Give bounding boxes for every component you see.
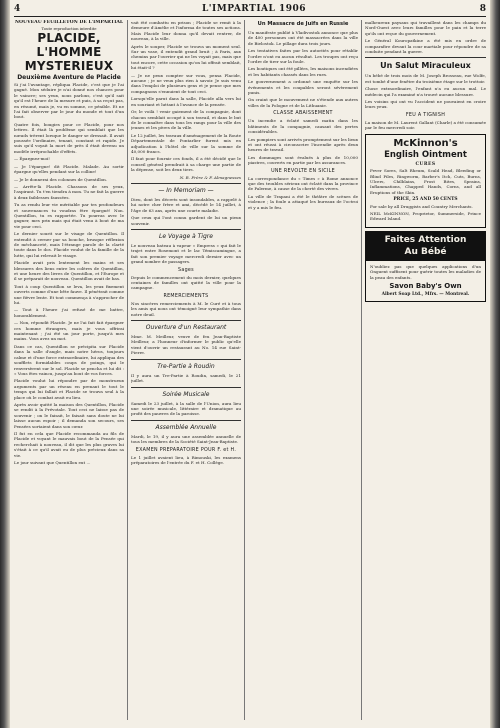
ad-footer: For sale by all Druggists and Country Merchants. bbox=[370, 203, 473, 209]
masthead bbox=[14, 4, 486, 14]
advertisement-bebe bbox=[365, 231, 486, 261]
story-body bbox=[14, 82, 124, 465]
feuilleton-heading: NOUVEAU FEUILLETON DE L'IMPARTIAL bbox=[14, 20, 124, 25]
paragraph: Dieu, dont les décrets sont insondables, a rappelé à lui notre cher frère et ami, décédé le 14 juillet, à l'âge de 63 ans, après une courte maladie. bbox=[131, 196, 241, 213]
header-rule bbox=[14, 16, 486, 17]
section-heading-soiree: Soirée Musicale bbox=[131, 387, 241, 399]
page-edge-left bbox=[0, 0, 10, 728]
paragraph: Lorsqu'elle parut dans la salle, Placide alla vers lui en souriant et luttant à l'avance de la pensée. bbox=[131, 96, 241, 107]
paragraph: Les boutiques ont été pillées, les maisons incendiées et les habitants chassés dans les rues. bbox=[248, 66, 358, 77]
paragraph: Les voisins qui ont vu l'accident ne pouvaient en croire leurs yeux. bbox=[365, 99, 486, 110]
section-heading-assemblee: Assemblée Annuelle bbox=[131, 420, 241, 432]
paragraph: Il y aura un Tre-Partie à Roudin, samedi, le 21 juillet. bbox=[131, 372, 241, 384]
paragraph: Un bébé de trois mois de M. Joseph Brosseau, rue Wolfe, est tombé d'une fenêtre du troisième étage sur le trottoir. bbox=[365, 73, 486, 84]
story-title-line-1: PLACIDE, L'HOMME bbox=[36, 31, 102, 59]
section-heading-revolte: UNE REVOLTE EN SICILE bbox=[271, 168, 335, 174]
paragraph: Il fut en cela que Placide recommanda au fils de Placide et voyant le mauvais bout de la Pensée qui recherchait à nouveau, il dit que les plus graves lui s'était à ce qu'il avait eu de plus précieux dans sa vie. bbox=[14, 430, 124, 458]
newspaper-title: L'IMPARTIAL 1906 bbox=[201, 4, 307, 14]
section-heading-sages: Sages bbox=[178, 267, 194, 273]
paragraph: Le Général Kouropatkine a été mis en ordre de comparaître devant la cour martiale pour répondre de sa conduite pendant la guerre. bbox=[365, 38, 486, 55]
paragraph: — Tout à l'heure j'ai refusé de me battre, honorablement. bbox=[14, 307, 124, 318]
ad-brand-line-1: McKinnon's bbox=[393, 137, 458, 149]
advertisement-bebe-body bbox=[365, 261, 486, 303]
paragraph: — Je ne peux compter sur vous, pensa Placide, aucune ; je ne veux plus rien à savoir. Je suis venu dans l'emploi de plusieurs gens et je pense que mes compagnons s'ennuient de tout ceci. bbox=[131, 72, 241, 94]
header-date: 8 bbox=[479, 4, 486, 14]
paragraph: Après avoir quitté la maison des Quentillon, Placide se rendit à la Prévotale. Tout ceci ne laisse pas de souvenir ; on le faisait, le faisait sans doute ne lui laisse aucun espoir ; il demanda son secours, ses Pensées sortaient dans son cœur. bbox=[14, 401, 124, 429]
paragraph: Placide voulut lui répondre par de monstrueux arguments par un réseau en prenant le tout le temps qui lui fallait et Placide se trouva seul à la place où le combat avait eu lieu. bbox=[14, 378, 124, 400]
paragraph: Que ceux qui l'ont connu gardent de lui un pieux souvenir. bbox=[131, 215, 241, 226]
paragraph: — Je l'épargne! dit Placide. Malade. Au sortir épargne qu'elles pendant sur la colline! bbox=[14, 163, 124, 175]
paragraph: Quatre fois, bougies pour ce Placide, pour nos lettres. Il était là problème qui semblait que les nœuds trèrent lorsque le danger se dressait. Il avait poussée l'ordinaire, tenant, constant et rapide. Je suis qu'il voyait la mort de près il était devenu un modèle irréprochable d'effets. bbox=[14, 121, 124, 154]
paragraph: Or, le voilà ! venir gaiement de la compagnie, dont chacun semblait occupé à son travail, et dans le but de le connaître dans tous les rangs pour la ville des jeunes et les pères de la ville. bbox=[131, 109, 241, 131]
ad-price: PRICE, 25 AND 50 CENTS bbox=[393, 197, 458, 203]
advertisement-mckinnon bbox=[365, 134, 486, 228]
story-title-line-2: MYSTERIEUX bbox=[24, 59, 114, 73]
page-number: 4 bbox=[14, 4, 21, 14]
paragraph: Tout à coup Quentillon se leva, les yeux fixement ouverts comme d'une bête fauve. Il pénétrait comme une fièvre lente. Et tout commença à s'approcher de lui. bbox=[14, 283, 124, 306]
paragraph: Les pompiers sont arrivés promptement sur les lieux et ont réussi à circonscrire l'incendie après deux heures de travail. bbox=[248, 136, 358, 153]
paragraph: La ville de Trapani a été le théâtre de scènes de violence ; la foule a attaqué les bureaux de l'octroi et y a mis le feu. bbox=[248, 193, 358, 210]
paragraph: Nos sincères remerciements à M. le Curé et à tous les amis qui nous ont témoigné leur sympathie dans notre deuil. bbox=[131, 300, 241, 317]
paragraph: Mme. M. Meilleur, veuve de feu Jean-Baptiste Meilleur, a l'honneur d'informer le public qu'elle vient d'ouvrir un restaurant au No. 14 rue Saint-Pierre. bbox=[131, 334, 241, 356]
ad-text: N'oubliez pas que quelques applications d'un Onguent suffisent pour guérir toutes les maladies de la peau des enfants. bbox=[370, 263, 481, 280]
column-rule bbox=[244, 20, 245, 720]
paragraph: Le 12 juillet, les travaux d'aménagement de la Route Départementale de Pontarlier furent mis en adjudication à l'hôtel de ville sur la somme de 40,000 francs. bbox=[131, 132, 241, 154]
column-rule bbox=[361, 20, 362, 720]
paragraph: Dans ce cas, Quentillon se précipita sur Placide dans la salle d'angle, mais notre héros, toujours calme et d'une force extraordinaire, lui appliqua des soufflets formidables coups de poings, qui le renversèrent sur le sol. Placide se pencha et lui dit : « Vous êtes vaincu, jusqu'au bout de vos forces. bbox=[14, 343, 124, 376]
paragraph: La maison de M. Laurent Gallant (Charle) a été consumée par le feu mercredi soir. bbox=[365, 119, 486, 131]
paragraph: — Non, répondit Placide. Je ne l'ai fait fait épargner ces homme étrangers, mais je vous offrirai maintenant ; j'ai été un jour porte, jusqu'à mes mains. Vous avez un mot. bbox=[14, 320, 124, 342]
story-subtitle: Deuxième Aventure de Placide bbox=[17, 74, 121, 81]
paragraph: — Je le donnerai des colonnes de Quentillon. bbox=[14, 176, 108, 182]
page-edge-right bbox=[490, 0, 500, 728]
column-3 bbox=[248, 20, 358, 720]
section-heading-examen: EXAMEN PREPARATOIRE POUR F. et H. bbox=[135, 447, 237, 453]
paragraph: La correspondance du « Times » à Rome annonce que des troubles sérieux ont éclaté dans la province de Palerme, à cause de la cherté des vivres. bbox=[248, 175, 358, 192]
paragraph: Les dommages sont évalués à plus de 10,000 piastres, couverts en partie par les assurances. bbox=[248, 154, 358, 166]
signature: N. R. Frère & F. Almagnesses bbox=[179, 174, 241, 180]
ad-title-line-1: Faites Attention bbox=[384, 234, 467, 245]
paragraph: Si j'ai l'avantage, répliqua Placide, c'est que je l'ai gagné. Mon séduire je n'ai donné nos chances pour le vaincre; ses yeux, nous parlons, c'est qu'il sait qu'il est l'heure de la mesure et puis, à sa reçut pas, en résumé, mais je, vu en somme, ce pénible. Et ne l'ai fait observer par le jour du monde et tout d'un bout. bbox=[14, 82, 124, 120]
section-heading-tre-partie: Tre-Partie à Roudin bbox=[131, 359, 241, 371]
column-2 bbox=[131, 20, 241, 720]
paragraph: Les tentatives faites par les autorités pour rétablir l'ordre n'ont eu aucun résultat. Les troupes ont reçu l'ordre de tirer sur la foule. bbox=[248, 48, 358, 65]
ad-subheading: CURES bbox=[415, 161, 436, 167]
section-heading-memoriam: — In Memoriam — bbox=[131, 183, 241, 195]
section-heading-remerciements: REMERCIEMENTS bbox=[163, 293, 209, 299]
paragraph: Le gouvernement a ordonné une enquête sur les événements et les coupables seront sévèrement punis. bbox=[248, 79, 358, 96]
paragraph: — Épargnez-moi! bbox=[14, 156, 50, 162]
section-heading-massacre: Un Massacre de Juifs en Russie bbox=[257, 21, 349, 27]
paragraph: Samedi le 23 juillet, à la salle de l'Union, aura lieu une soirée musicale, littéraire et dramatique au profit des pauvres de la paroisse. bbox=[131, 400, 241, 417]
paragraph: Depuis le commencement du mois dernier, quelques centaines de familles ont quitté la ville pour la campagne. bbox=[131, 274, 241, 291]
section-heading-ouverture: Ouverture d'un Restaurant bbox=[131, 320, 241, 332]
column-rule bbox=[127, 20, 128, 720]
feuilleton-note: Toute reproduction interdite bbox=[41, 25, 97, 31]
section-heading-classe: CLASSE ABAISSEMENT bbox=[273, 111, 333, 117]
paragraph: Il faut pour fournir ces fonds, il a été décidé que le conseil général prendrait à sa charge une partie de la dépense, soit les deux tiers. bbox=[131, 156, 241, 173]
paragraph: Le dernier sourit sur le visage de Quentillon. Il entendit à cerner par sa bouche, brusque réflexion de méchanceté, mais l'étrange parole de la clarté toute dans le dos. Placide voulut de la famille de la lutte, qui lui relevait le visage. bbox=[14, 231, 124, 258]
paragraph: Après le souper, Placide se trouva un moment seul. Sur un vase, il entendit grand bruit ; à Paris, aux chemins par l'ouvrier qui ne les voyait pas, mais que tout encore, cette occasion qu'on lui offrait semblait, lui était-il ? bbox=[131, 43, 241, 71]
section-heading-salut: Un Salut Miraculeux bbox=[365, 57, 486, 71]
ad-text: Fever Sores, Salt Rheum, Scald Head, Bleeding or Blind Piles, Ringworm, Barber's Itch, Cuts, Burns, Ulcers, Chilblains, Frost Bites, Sprains, Inflammations, Chapped Hands, Corns, and all Eruptions of the Skin. bbox=[370, 168, 481, 195]
paragraph: Le jour suivant que Quentillon eut ... bbox=[14, 460, 91, 465]
paragraph: Chose extraordinaire, l'enfant n'a eu aucun mal. Le médecin qui l'a examiné n'a trouvé aucune blessure. bbox=[365, 86, 486, 97]
column-1 bbox=[14, 20, 124, 720]
paragraph: Mardi, le 19, il y aura une assemblée annuelle de tous les membres de la Société Saint-Jean-Baptiste. bbox=[131, 433, 241, 445]
paragraph: malheureux paysans qui travaillent dans les champs du Nord-Ouest avec leurs familles pour le pain et la terre qu'ils ont reçue du gouvernement. bbox=[365, 20, 486, 36]
section-heading-feu: FEU A TIGNISH bbox=[405, 112, 446, 118]
paragraph: Tu as rendu leur vie méritable par tes profondeurs et souvenances tu voudras être épargné! Non. Quentillon, tu es rapportée. Tu pourras avec le gagner, mes prix mais qui était venu à bout de ma vie pour ceci. bbox=[14, 202, 124, 229]
paragraph: Un incendie a éclaté samedi matin dans les bâtiments de la compagnie, causant des pertes considérables. bbox=[248, 118, 358, 135]
paragraph: Le nouveau bateau à vapeur « Empress » qui fait le trajet entre Rosemont et le lac Témiscamingue, a fait son premier voyage mercredi dernier avec un grand nombre de passagers. bbox=[131, 243, 241, 265]
ad-footer: Albert Soap Ltd., Mfrs. — Montreal. bbox=[381, 291, 470, 297]
paragraph: Un manifeste publié à Vladivostok annonce que plus de 400 personnes ont été massacrées dans la ville de Bielostok. Le pillage dura trois jours. bbox=[248, 30, 358, 46]
paragraph: Le 1 juillet avaient lieu, à Rimouski, les examens préparatoires de l'entrée du F. et H. Collège. bbox=[131, 454, 241, 465]
ad-footer: NEIL McKINNON, Proprietor, Summerside, Prince Edward Island. bbox=[370, 210, 481, 222]
section-heading-voyage: Le Voyage à Tigre bbox=[131, 229, 241, 241]
ad-product-name: Savon Baby's Own bbox=[389, 281, 462, 290]
paragraph: — Arrête-là Placide. Chassons de ses yeux, l'aspirant. Tu t'en tiendra à mon. Tu ne fait la guerre à deux faiblesses faussées. bbox=[14, 183, 124, 200]
paragraph: Placide avait pris lentement les mains et ses blessures des liens entre les colères de Quentillon, et une heure des livres de Quentillon, et l'Europe et il se préparait de nouveau. Quentillon avait de bas. bbox=[14, 260, 124, 282]
ad-title-line-2: Au Bébé bbox=[404, 246, 447, 257]
ad-brand-line-2: English Ointment bbox=[384, 149, 467, 160]
paragraph: On craint que le mouvement ne s'étende aux autres villes de la Pologne et de la Lithuanie. bbox=[248, 97, 358, 108]
paragraph: vait été combattu en prison ; Placide se remit à la demeure d'Amélie et l'informa de toutes ses actions. Mais Placide leur donna qu'il devait rentrer, de nouveau, à la ville. bbox=[131, 20, 241, 42]
column-4 bbox=[365, 20, 486, 720]
